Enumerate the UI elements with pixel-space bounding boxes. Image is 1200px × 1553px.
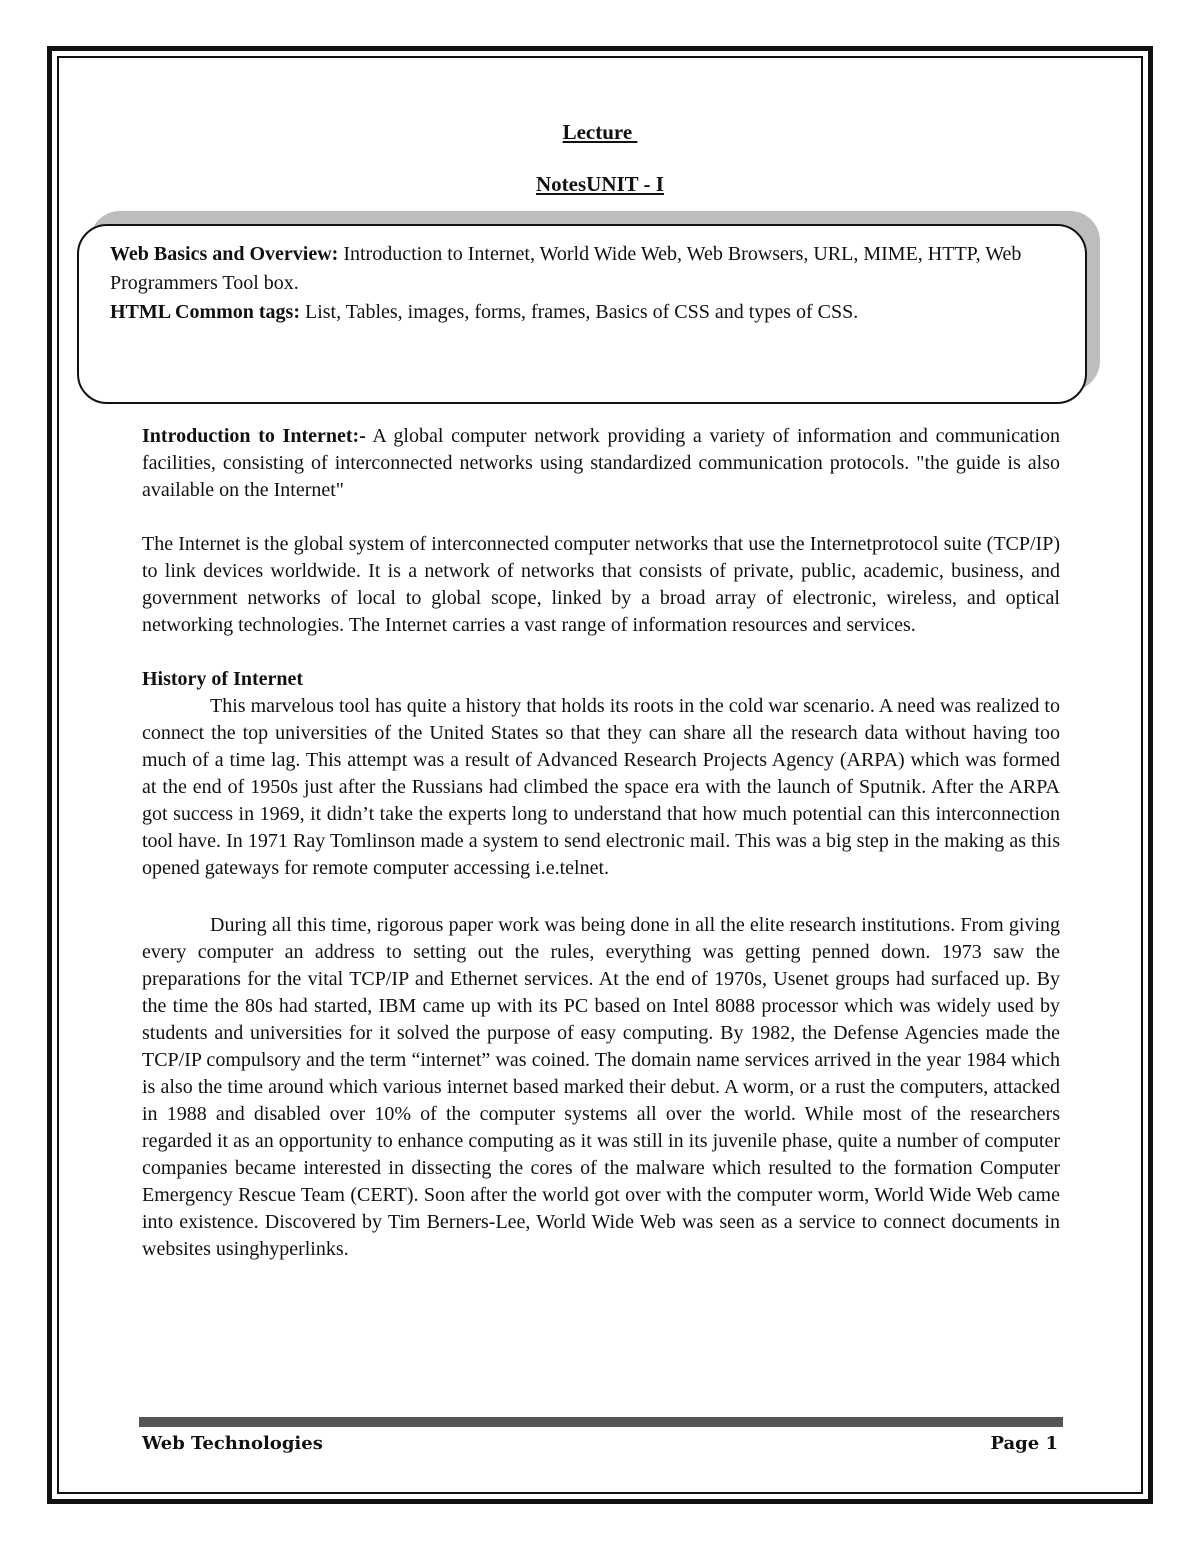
intro-heading: Introduction to Internet:- — [142, 425, 366, 447]
history-heading: History of Internet — [142, 668, 304, 690]
syllabus-part-html-tags — [110, 298, 1060, 327]
internet-definition-paragraph: The Internet is the global system of interconnected computer networks that use the Internetprotocol suite (TCP/IP) to link devices worldwide. It is a network of networks that consists of private, public, academic, business, and government networks of local to global scope, linked by a broad array of electronic, wireless, and optical networking technologies. The Internet carries a vast range of information resources and services. — [142, 533, 1060, 636]
footer-divider — [139, 1417, 1063, 1427]
intro-text: A global computer network providing a variety of information and communication facilities, consisting of interconnected networks using standardized communication protocols. "the guide is also available on the Internet" — [142, 425, 1060, 501]
footer-course-name: Web Technologies — [142, 1433, 323, 1454]
syllabus-part1-text: Introduction to Internet, World Wide Web, Web Browsers, URL, MIME, HTTP, Web Programmers Tool box. — [110, 243, 1022, 294]
intro-paragraph — [142, 423, 1060, 504]
history-paragraph-1: This marvelous tool has quite a history that holds its roots in the cold war scenario. A need was realized to connect the top universities of the United States so that they can share all the research data without having too much of a time lag. This attempt was a result of Advanced Research Projects Agency (ARPA) which was formed at the end of 1950s just after the Russians had climbed the space era with the launch of Sputnik. After the ARPA got success in 1969, it didn’t take the experts long to understand that how much potential can this interconnection tool have. In 1971 Ray Tomlinson made a system to send electronic mail. This was a big step in the making as this opened gateways for remote computer accessing i.e.telnet. — [142, 695, 1060, 879]
syllabus-part1-label: Web Basics and Overview: — [110, 243, 339, 265]
syllabus-text — [110, 240, 1060, 327]
main-content — [142, 423, 1060, 1263]
syllabus-part2-label: HTML Common tags: — [110, 301, 300, 323]
syllabus-part-web-basics — [110, 240, 1060, 298]
notes-unit-title: NotesUNIT - I — [536, 172, 664, 196]
lecture-title: Lecture — [562, 120, 638, 144]
footer-page-number: Page 1 — [990, 1433, 1058, 1454]
syllabus-box — [77, 224, 1087, 404]
history-paragraph-2: During all this time, rigorous paper work was being done in all the elite research institutions. From giving every computer an address to setting out the rules, everything was getting penned down. 1973 saw the preparations for the vital TCP/IP and Ethernet services. At the end of 1970s, Usenet groups had surfaced up. By the time the 80s had started, IBM came up with its PC based on Intel 8088 processor which was widely used by students and universities for it solved the purpose of easy computing. By 1982, the Defense Agencies made the TCP/IP compulsory and the term “internet” was coined. The domain name services arrived in the year 1984 which is also the time around which various internet based marked their debut. A worm, or a rust the computers, attacked in 1988 and disabled over 10% of the computer systems all over the world. While most of the researchers regarded it as an opportunity to enhance computing as it was still in its juvenile phase, quite a number of computer companies became interested in dissecting the cores of the malware which resulted to the formation Computer Emergency Rescue Team (CERT). Soon after the world got over with the computer worm, World Wide Web came into existence. Discovered by Tim Berners-Lee, World Wide Web was seen as a service to connect documents in websites usinghyperlinks. — [142, 914, 1060, 1260]
syllabus-part2-text: List, Tables, images, forms, frames, Basics of CSS and types of CSS. — [300, 301, 859, 323]
